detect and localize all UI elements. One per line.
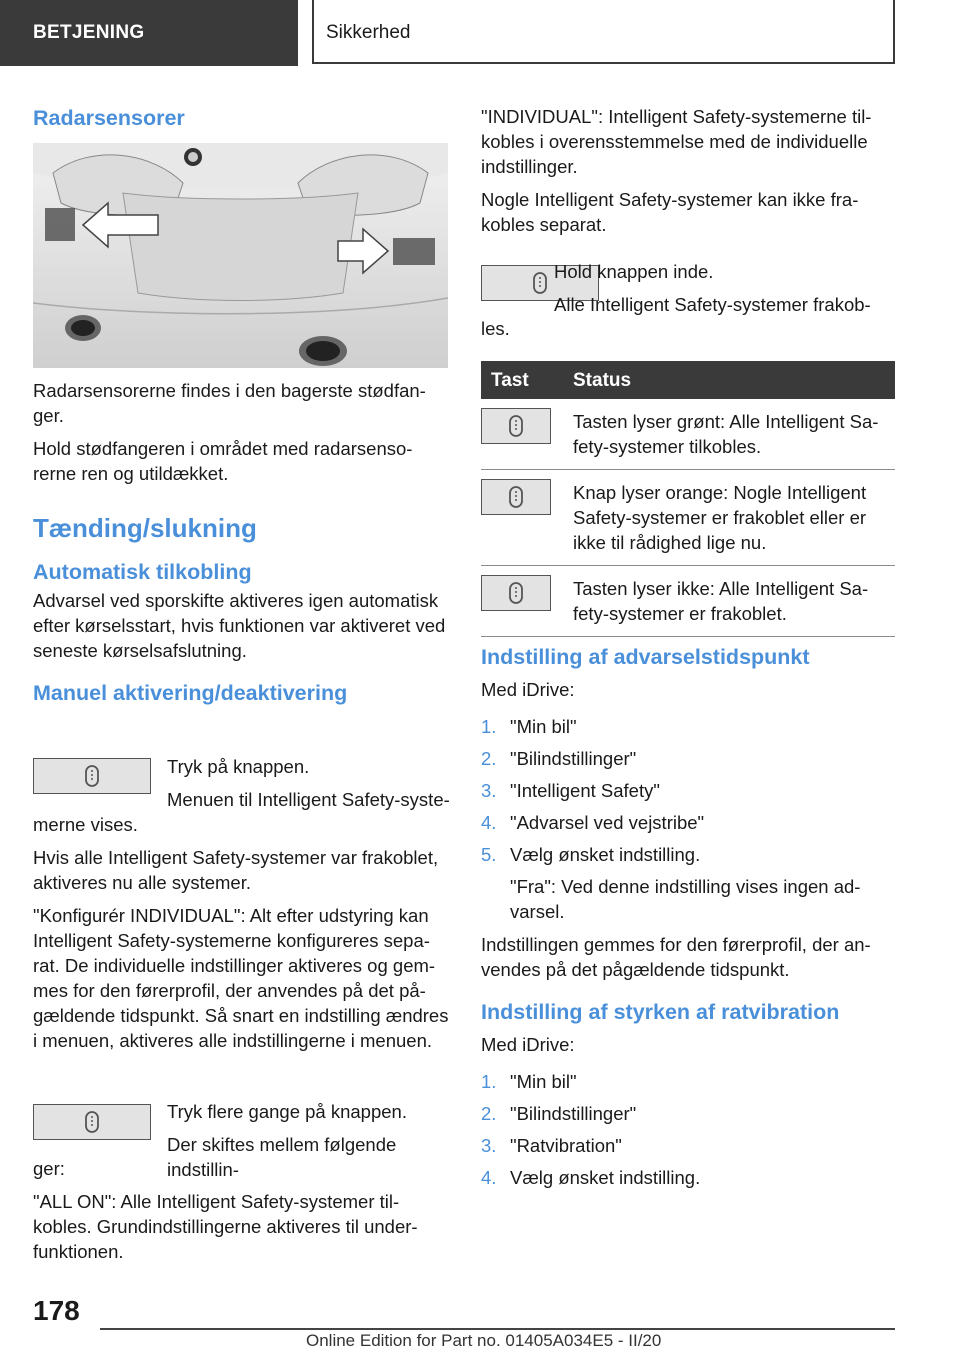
btn2-line-c: ger: <box>33 1158 65 1179</box>
steps-list-1 <box>481 714 895 924</box>
step-note: "Fra": Ved denne indstilling vises ingen ad-varsel. <box>510 876 861 922</box>
list-item <box>481 1069 895 1094</box>
hvis-text: Hvis alle Intelligent Safety-systemer var frakoblet, aktiveres nu alle systemer. <box>33 847 439 893</box>
intelligent-safety-icon <box>83 1111 101 1133</box>
chapter-label: Sikkerhed <box>312 0 895 64</box>
page-header <box>0 0 960 66</box>
step-text: "Min bil" <box>510 1071 577 1092</box>
list-item <box>481 714 895 739</box>
table-row <box>481 399 895 470</box>
left-text-block <box>33 378 453 717</box>
step-number: 1. <box>481 716 497 737</box>
steps-list-2 <box>481 1069 895 1190</box>
button-1-text <box>167 754 452 812</box>
table-row <box>481 470 895 566</box>
step-number: 4. <box>481 812 497 833</box>
step-number: 3. <box>481 1135 497 1156</box>
konfigurer-text: "Konfigurér INDIVIDUAL": Alt efter udstyring kan Intelligent Safety-systemerne konfigureres sepa-rat. De individuelle indstillinger aktiveres og gem-mes for den førerprofil, der anvendes på det på-gældende tidspunkt. Så snart en indstilling ændres i menuen, aktiveres alle indstillingerne i menuen. <box>33 905 449 1051</box>
page-number: 178 <box>33 1295 80 1326</box>
table-cell-icon <box>481 399 563 470</box>
list-item <box>481 842 895 924</box>
btn3-line-a: Hold knappen inde. <box>554 261 714 282</box>
list-item <box>481 1133 895 1158</box>
safety-button-image <box>481 408 551 444</box>
step-number: 1. <box>481 1071 497 1092</box>
individual-text: "INDIVIDUAL": Intelligent Safety-systemerne til-kobles i overensstemmelse med de individuelle indstillinger. <box>481 106 872 177</box>
btn1-line-c: merne vises. <box>33 814 138 835</box>
col-status: Status <box>563 361 895 399</box>
left-text-block-2 <box>33 812 453 1061</box>
step-text: Vælg ønsket indstilling. <box>510 844 701 865</box>
list-item <box>481 810 895 835</box>
radar-text-1: Radarsensorerne findes i den bagerste stødfan-ger. <box>33 380 426 426</box>
intelligent-safety-icon <box>507 582 525 604</box>
heading-ratvibration: Indstilling af styrken af ratvibration <box>481 1000 840 1024</box>
list-item <box>481 1101 895 1126</box>
right-text-block-2 <box>481 643 895 1198</box>
right-column <box>481 104 895 245</box>
step-text: "Intelligent Safety" <box>510 780 660 801</box>
btn1-line-a: Tryk på knappen. <box>167 756 310 777</box>
safety-button-image-2 <box>33 1104 151 1140</box>
step-text: "Bilindstillinger" <box>510 748 637 769</box>
btn3-line-c: les. <box>481 318 510 339</box>
table-cell-icon <box>481 566 563 637</box>
step-text: Vælg ønsket indstilling. <box>510 1167 701 1188</box>
list-item <box>481 1165 895 1190</box>
radar-text-2: Hold stødfangeren i området med radarsenso-rerne ren og utildækket. <box>33 438 413 484</box>
step-number: 4. <box>481 1167 497 1188</box>
footer-divider <box>100 1328 895 1330</box>
section-label: BETJENING <box>0 0 298 66</box>
step-text: "Min bil" <box>510 716 577 737</box>
footer-edition: Online Edition for Part no. 01405A034E5 - II/20 <box>306 1331 662 1350</box>
safety-button-image <box>481 479 551 515</box>
step-text: "Advarsel ved vejstribe" <box>510 812 705 833</box>
left-column <box>33 104 448 142</box>
intelligent-safety-icon <box>531 272 549 294</box>
status-table <box>481 361 895 637</box>
step-number: 3. <box>481 780 497 801</box>
idrive-text-2: Med iDrive: <box>481 1034 575 1055</box>
safety-button-image-1 <box>33 758 151 794</box>
safety-button-image <box>481 575 551 611</box>
btn1-line-b: Menuen til Intelligent Safety-syste- <box>167 789 450 810</box>
heading-automatisk: Automatisk tilkobling <box>33 560 252 584</box>
heading-radar: Radarsensorer <box>33 106 185 130</box>
intelligent-safety-icon <box>507 486 525 508</box>
car-rear-photo <box>33 143 448 368</box>
heading-manuel: Manuel aktivering/deaktivering <box>33 681 348 705</box>
idrive-text-1: Med iDrive: <box>481 679 575 700</box>
btn3-line-b: Alle Intelligent Safety-systemer frakob- <box>554 294 871 315</box>
heading-advarselstidspunkt: Indstilling af advarselstidspunkt <box>481 645 810 669</box>
gemmes-text: Indstillingen gemmes for den førerprofil, der an-vendes på det pågældende tidspunkt. <box>481 934 871 980</box>
table-cell-icon <box>481 470 563 566</box>
step-number: 5. <box>481 844 497 865</box>
btn2-line-a: Tryk flere gange på knappen. <box>167 1101 407 1122</box>
step-number: 2. <box>481 748 497 769</box>
button-3-text <box>554 259 899 317</box>
allon-text: "ALL ON": Alle Intelligent Safety-systemer til-kobles. Grundindstillingerne aktiveres til under-funktionen. <box>33 1191 418 1262</box>
table-header-row <box>481 361 895 399</box>
heading-taending: Tænding/slukning <box>33 513 257 543</box>
table-cell-status: Knap lyser orange: Nogle Intelligent Safety-systemer er frakoblet eller er ikke til rådighed lige nu. <box>563 470 895 566</box>
step-text: "Ratvibration" <box>510 1135 622 1156</box>
auto-text: Advarsel ved sporskifte aktiveres igen automatisk efter kørselsstart, hvis funktionen var aktiveret ved seneste kørselsafslutning. <box>33 590 446 661</box>
radar-sensor-illustration <box>33 143 448 368</box>
col-tast: Tast <box>481 361 563 399</box>
step-number: 2. <box>481 1103 497 1124</box>
button-3-cont <box>481 316 895 349</box>
table-row <box>481 566 895 637</box>
left-text-block-3 <box>33 1156 453 1272</box>
btn2-line-b: Der skiftes mellem følgende indstillin- <box>167 1134 397 1180</box>
step-text: "Bilindstillinger" <box>510 1103 637 1124</box>
list-item <box>481 746 895 771</box>
table-cell-status: Tasten lyser grønt: Alle Intelligent Sa-fety-systemer tilkobles. <box>563 399 895 470</box>
list-item <box>481 778 895 803</box>
intelligent-safety-icon <box>507 415 525 437</box>
nogle-text: Nogle Intelligent Safety-systemer kan ikke fra-kobles separat. <box>481 189 859 235</box>
intelligent-safety-icon <box>83 765 101 787</box>
table-cell-status: Tasten lyser ikke: Alle Intelligent Sa-fety-systemer er frakoblet. <box>563 566 895 637</box>
